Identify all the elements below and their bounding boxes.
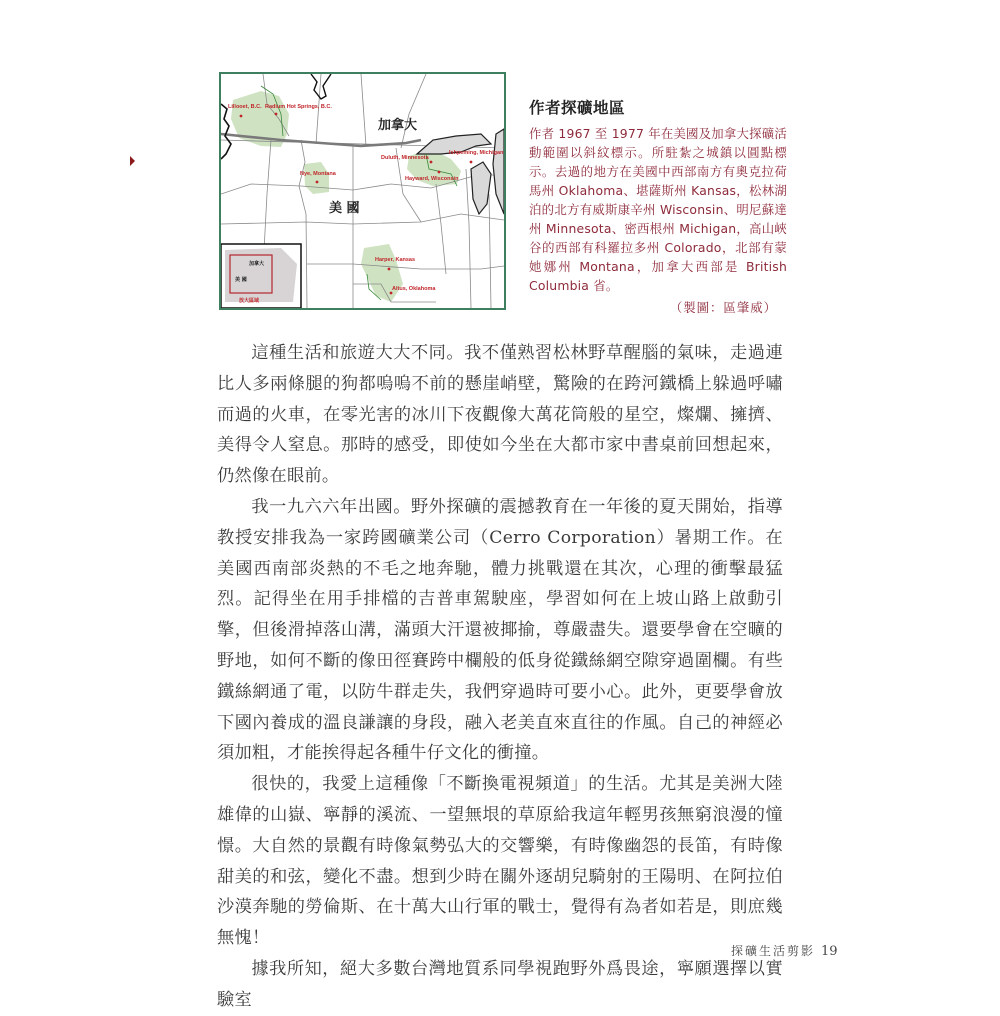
paragraph: 我一九六六年出國。野外探礦的震撼教育在一年後的夏天開始，指導教授安排我為一家跨國礦業公司（Cerro Corporation）暑期工作。在美國西南部炎熱的不毛之地奔馳，體力挑戰還在其次，心理的衝擊最猛烈。記得坐在用手排檔的吉普車駕駛座，學習如何在上坡山路上啟動引擎，但後滑掉落山溝，滿頭大汗還被揶揄，尊嚴盡失。還要學會在空曠的野地，如何不斷的像田徑賽跨中欄般的低身從鐵絲網空隙穿過圍欄。有些鐵絲網通了電，以防牛群走失，我們穿過時可要小心。此外，更要學會放下國內養成的溫良謙讓的身段，融入老美直來直往的作風。自己的神經必須加粗，才能挨得起各種牛仔文化的衝撞。 (217, 496, 783, 764)
city-label-harper: Harper, Kansas (375, 257, 416, 263)
country-label-usa: 美 國 (329, 201, 360, 216)
inset-label-usa: 美 國 (235, 277, 247, 283)
city-label-lillooet: Lillooet, B.C. (228, 104, 262, 110)
city-label-altus: Altus, Oklahoma (392, 286, 436, 292)
page-edge-marker (130, 156, 135, 166)
inset-caption: 放大區域 (239, 298, 260, 304)
page-number: 19 (821, 944, 838, 959)
city-label-radium-hot-springs: Radium Hot Springs, B.C. (265, 104, 332, 110)
page-footer (731, 942, 838, 959)
caption-credit: （製圖：區肇威） (669, 300, 777, 315)
city-label-nye: Nye, Montana (300, 171, 336, 177)
caption-body: 作者 1967 至 1977 年在美國及加拿大探礦活動範圍以斜紋標示。所駐紮之城鎮以圓點標示。去過的地方在美國中西部南方有奧克拉荷馬州 Oklahoma、堪薩斯州 Kansas，松林湖泊的北方有威斯康辛州 Wisconsin、明尼蘇達州 Minnesota、密西根州 Michigan，高山峽谷的西部有科羅拉多州 Colorado，北部有蒙她娜州 Montana，加拿大西部是 British Columbia 省。 (529, 126, 787, 293)
city-label-duluth: Duluth, Minnesota (381, 155, 429, 161)
city-label-ishpeming: Ishpeming, Michigan (449, 150, 504, 156)
map-caption (529, 96, 787, 316)
running-title: 探礦生活剪影 (731, 944, 816, 958)
inset-label-canada: 加拿大 (249, 261, 265, 267)
caption-title: 作者探礦地區 (529, 99, 626, 117)
map-graphic (221, 74, 504, 308)
exploration-map (219, 72, 506, 310)
paragraph: 據我所知，絕大多數台灣地質系同學視跑野外爲畏途，寧願選擇以實驗室 (217, 958, 783, 1010)
inset-map (221, 244, 301, 308)
paragraph: 很快的，我愛上這種像「不斷換電視頻道」的生活。尤其是美洲大陸雄偉的山嶽、寧靜的溪流、一望無垠的草原給我這年輕男孩無窮浪漫的憧憬。大自然的景觀有時像氣勢弘大的交響樂，有時像幽怨的長笛，有時像甜美的和弦，變化不盡。想到少時在關外逐胡兒騎射的王陽明、在阿拉伯沙漠奔馳的勞倫斯、在十萬大山行軍的戰士，覺得有為者如若是，則庶幾無愧！ (217, 774, 783, 949)
body-text (217, 338, 783, 1016)
country-label-canada: 加拿大 (378, 118, 418, 133)
city-label-hayward: Hayward, Wisconsin (405, 176, 459, 182)
paragraph: 這種生活和旅遊大大不同。我不僅熟習松林野草醒腦的氣味，走過連比人多兩條腿的狗都嗚嗚不前的懸崖峭壁，驚險的在跨河鐵橋上躲過呼嘯而過的火車，在零光害的冰川下夜觀像大萬花筒般的星空，燦爛、擁擠、美得令人窒息。那時的感受，即使如今坐在大都市家中書桌前回想起來，仍然像在眼前。 (217, 343, 783, 487)
